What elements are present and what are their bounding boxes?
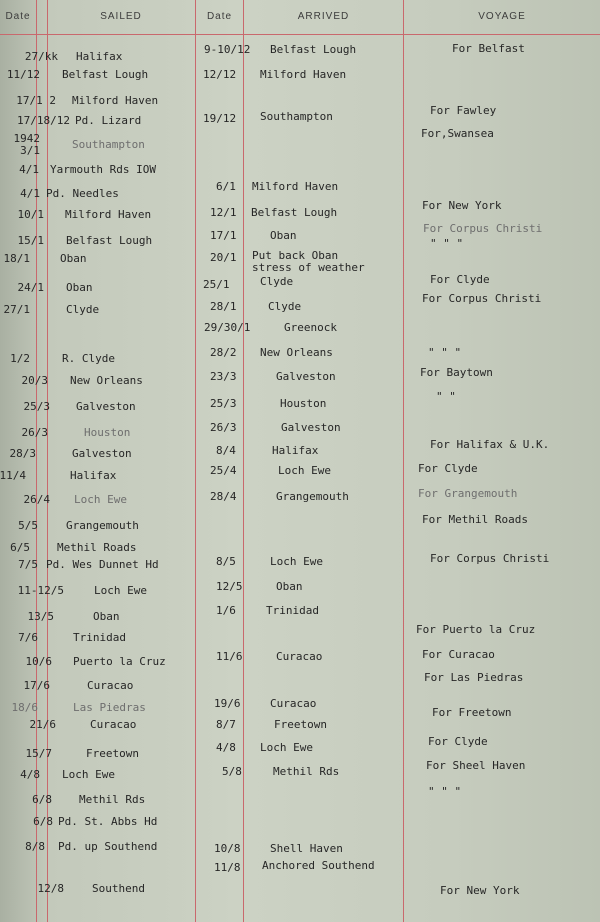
rule-line xyxy=(403,0,404,922)
arrived-date: 11/8 xyxy=(214,861,241,874)
arrived-place: Anchored Southend xyxy=(262,859,375,872)
arrived-place: Trinidad xyxy=(266,604,319,617)
header-arrived-date: Date xyxy=(206,11,233,22)
sailed-date: 27/1 xyxy=(3,303,30,316)
voyage-text: For Clyde xyxy=(428,735,488,748)
arrived-place: Belfast Lough xyxy=(270,43,357,56)
sailed-place: Galveston xyxy=(72,447,132,460)
sailed-place: Las Piedras xyxy=(73,701,146,714)
arrived-place: New Orleans xyxy=(260,346,333,359)
sailed-place: Belfast Lough xyxy=(62,68,149,81)
sailed-place: Pd. St. Abbs Hd xyxy=(58,815,158,828)
arrived-date: 25/4 xyxy=(210,464,237,477)
sailed-place: Galveston xyxy=(76,400,136,413)
voyage-text: For Grangemouth xyxy=(418,487,518,500)
arrived-date: 4/8 xyxy=(216,741,236,754)
arrived-date: 26/3 xyxy=(210,421,237,434)
arrived-place: Halifax xyxy=(272,444,319,457)
voyage-text: For Corpus Christi xyxy=(423,222,543,235)
sailed-date: 4/8 xyxy=(20,768,40,781)
sailed-place: Houston xyxy=(84,426,131,439)
arrived-date: 19/6 xyxy=(214,697,241,710)
sailed-place: Freetown xyxy=(86,747,139,760)
arrived-place: Clyde xyxy=(260,275,294,288)
arrived-date: 8/4 xyxy=(216,444,236,457)
arrived-place: Grangemouth xyxy=(276,490,349,503)
sailed-date: 7/5 xyxy=(18,558,38,571)
arrived-place: Greenock xyxy=(284,321,337,334)
arrived-date: 23/3 xyxy=(210,370,237,383)
sailed-date: 12/8 xyxy=(37,882,64,895)
sailed-place: Pd. Wes Dunnet Hd xyxy=(46,558,159,571)
arrived-date: 6/1 xyxy=(216,180,236,193)
arrived-place: Southampton xyxy=(260,110,333,123)
sailed-date: 6/8 xyxy=(33,815,53,828)
sailed-date: 15/7 xyxy=(25,747,52,760)
sailed-date: 7/6 xyxy=(18,631,38,644)
sailed-place: Pd. up Southend xyxy=(58,840,158,853)
sailed-date: 4/1 xyxy=(20,187,40,200)
sailed-date: 6/8 xyxy=(32,793,52,806)
voyage-text: " " " xyxy=(428,346,462,359)
sailed-date: 4/1 xyxy=(19,163,39,176)
voyage-text: For Methil Roads xyxy=(422,513,528,526)
arrived-date: 25/1 xyxy=(203,278,230,291)
voyage-text: " " " xyxy=(428,785,462,798)
sailed-place: Belfast Lough xyxy=(66,234,153,247)
arrived-place: Galveston xyxy=(281,421,341,434)
sailed-date: 5/5 xyxy=(18,519,38,532)
arrived-date: 12/5 xyxy=(216,580,243,593)
voyage-text: For Fawley xyxy=(430,104,497,117)
sailed-date: 18/1 xyxy=(3,252,30,265)
voyage-text: For New York xyxy=(440,884,520,897)
voyage-text: For Sheel Haven xyxy=(426,759,526,772)
arrived-date: 10/8 xyxy=(214,842,241,855)
sailed-place: R. Clyde xyxy=(62,352,115,365)
arrived-place: Oban xyxy=(276,580,303,593)
voyage-text: For Freetown xyxy=(432,706,512,719)
voyage-text: For Corpus Christi xyxy=(422,292,542,305)
arrived-date: 28/4 xyxy=(210,490,237,503)
voyage-text: For Las Piedras xyxy=(424,671,524,684)
arrived-place: Curacao xyxy=(276,650,323,663)
sailed-date: 11/12 xyxy=(6,68,40,81)
arrived-place: Milford Haven xyxy=(252,180,339,193)
arrived-date: 1/6 xyxy=(216,604,236,617)
sailed-place: Halifax xyxy=(76,50,123,63)
header-voyage: VOYAGE xyxy=(478,11,526,22)
arrived-place: Clyde xyxy=(268,300,302,313)
arrived-date: 8/7 xyxy=(216,718,236,731)
sailed-place: Yarmouth Rds IOW xyxy=(50,163,156,176)
sailed-place: Milford Haven xyxy=(65,208,152,221)
arrived-date: 17/1 xyxy=(210,229,237,242)
sailed-date: 1942 3/1 xyxy=(13,132,40,157)
sailed-place: Oban xyxy=(93,610,120,623)
voyage-text: For Belfast xyxy=(452,42,525,55)
sailed-date: 11/4 xyxy=(0,469,26,482)
sailed-place: Pd. Lizard xyxy=(75,114,142,127)
voyage-text: " " xyxy=(436,390,456,403)
sailed-place: Milford Haven xyxy=(72,94,159,107)
arrived-date: 12/1 xyxy=(210,206,237,219)
voyage-text: For Baytown xyxy=(420,366,493,379)
header-rule xyxy=(0,34,600,35)
arrived-place: Methil Rds xyxy=(273,765,340,778)
header-sailed-date: Date xyxy=(5,11,31,22)
sailed-place: Curacao xyxy=(87,679,134,692)
voyage-text: For,Swansea xyxy=(421,127,494,140)
sailed-place: Clyde xyxy=(66,303,100,316)
voyage-text: For Halifax & U.K. xyxy=(430,438,550,451)
arrived-date: 29/30/1 xyxy=(204,321,251,334)
header-arrived: ARRIVED xyxy=(297,11,350,22)
sailed-date: 18/6 xyxy=(11,701,38,714)
arrived-place: Milford Haven xyxy=(260,68,347,81)
arrived-place: Houston xyxy=(280,397,327,410)
voyage-text: " " " xyxy=(430,237,464,250)
sailed-place: Curacao xyxy=(90,718,137,731)
sailed-date: 27/kk xyxy=(24,50,58,63)
sailed-date: 11-12/5 xyxy=(17,584,64,597)
header-sailed: SAILED xyxy=(100,11,142,22)
sailed-place: Southampton xyxy=(72,138,145,151)
arrived-date: 5/8 xyxy=(222,765,242,778)
arrived-date: 28/1 xyxy=(210,300,237,313)
arrived-date: 20/1 xyxy=(210,251,237,264)
sailed-date: 26/4 xyxy=(23,493,50,506)
arrived-date: 12/12 xyxy=(203,68,237,81)
sailed-place: Oban xyxy=(60,252,87,265)
voyage-text: For Clyde xyxy=(430,273,490,286)
arrived-date: 25/3 xyxy=(210,397,237,410)
sailed-date: 1/2 xyxy=(10,352,30,365)
voyage-text: For Corpus Christi xyxy=(430,552,550,565)
sailed-date: 17/6 xyxy=(23,679,50,692)
sailed-place: New Orleans xyxy=(70,374,143,387)
arrived-place: Shell Haven xyxy=(270,842,343,855)
sailed-date: 28/3 xyxy=(9,447,36,460)
sailed-date: 25/3 xyxy=(23,400,50,413)
voyage-text: For Puerto la Cruz xyxy=(416,623,536,636)
arrived-place: Freetown xyxy=(274,718,327,731)
arrived-place: Put back Oban stress of weather xyxy=(252,249,365,274)
sailed-place: Methil Roads xyxy=(57,541,137,554)
sailed-place: Pd. Needles xyxy=(46,187,119,200)
sailed-place: Grangemouth xyxy=(66,519,139,532)
sailed-place: Loch Ewe xyxy=(74,493,127,506)
sailed-place: Methil Rds xyxy=(79,793,146,806)
rule-line xyxy=(195,0,196,922)
arrived-place: Galveston xyxy=(276,370,336,383)
sailed-place: Loch Ewe xyxy=(62,768,115,781)
sailed-date: 21/6 xyxy=(29,718,56,731)
sailed-date: 13/5 xyxy=(27,610,54,623)
sailed-date: 8/8 xyxy=(25,840,45,853)
arrived-place: Curacao xyxy=(270,697,317,710)
sailed-date: 10/1 xyxy=(17,208,44,221)
sailed-date: 24/1 xyxy=(17,281,44,294)
rule-line xyxy=(243,0,244,922)
sailed-date: 6/5 xyxy=(10,541,30,554)
arrived-date: 9-10/12 xyxy=(204,43,251,56)
arrived-date: 19/12 xyxy=(203,112,237,125)
sailed-date: 26/3 xyxy=(21,426,48,439)
arrived-date: 8/5 xyxy=(216,555,236,568)
sailed-place: Halifax xyxy=(70,469,117,482)
sailed-date: 15/1 xyxy=(17,234,44,247)
arrived-place: Loch Ewe xyxy=(270,555,323,568)
arrived-place: Oban xyxy=(270,229,297,242)
sailed-place: Southend xyxy=(92,882,145,895)
sailed-date: 17/1 2 xyxy=(16,94,56,107)
arrived-date: 28/2 xyxy=(210,346,237,359)
arrived-date: 11/6 xyxy=(216,650,243,663)
sailed-place: Loch Ewe xyxy=(94,584,147,597)
rule-line xyxy=(47,0,48,922)
arrived-place: Loch Ewe xyxy=(260,741,313,754)
arrived-place: Belfast Lough xyxy=(251,206,338,219)
sailed-place: Trinidad xyxy=(73,631,126,644)
sailed-place: Puerto la Cruz xyxy=(73,655,166,668)
voyage-text: For Clyde xyxy=(418,462,478,475)
arrived-place: Loch Ewe xyxy=(278,464,331,477)
sailed-date: 17/18/12 xyxy=(17,114,70,127)
voyage-text: For Curacao xyxy=(422,648,495,661)
voyage-text: For New York xyxy=(422,199,502,212)
sailed-date: 20/3 xyxy=(21,374,48,387)
sailed-date: 10/6 xyxy=(25,655,52,668)
sailed-place: Oban xyxy=(66,281,93,294)
